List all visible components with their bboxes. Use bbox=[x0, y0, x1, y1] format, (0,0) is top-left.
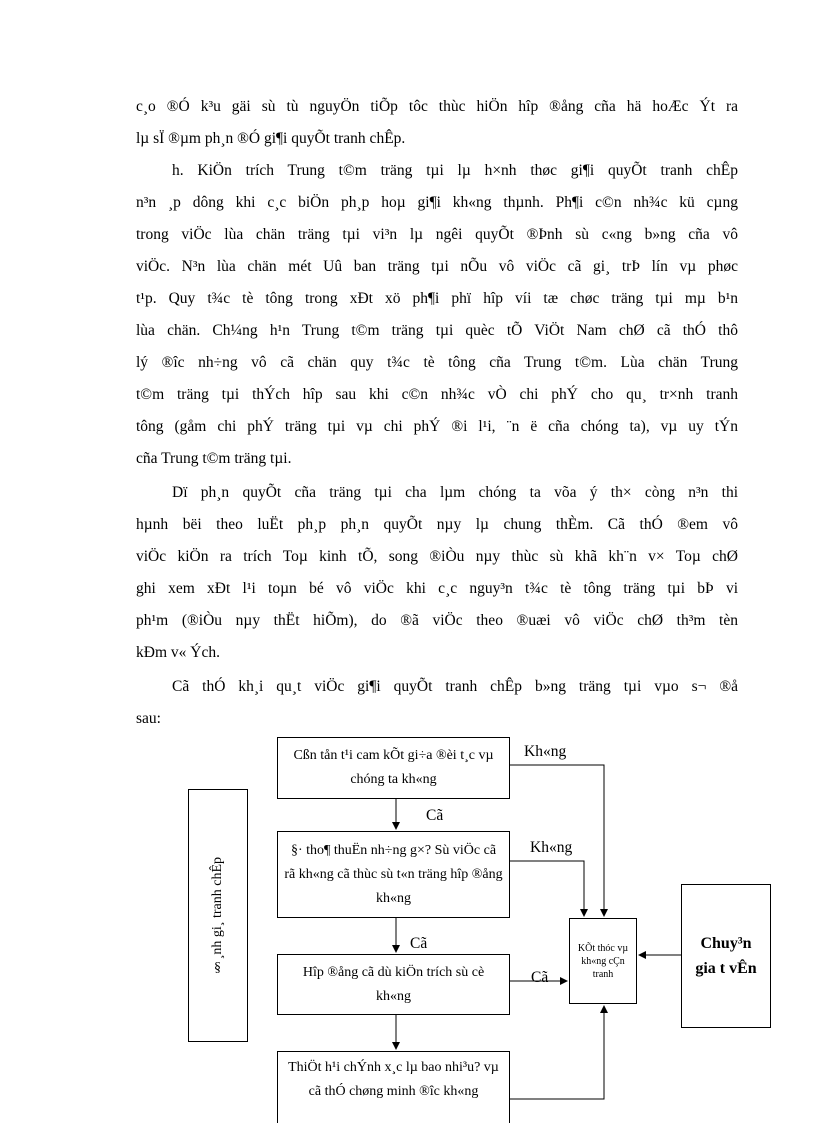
text-line: h. KiÖn trích Trung t©m träng tµi lµ h×nh thøc gi¶i quyÕt tranh chÊp bbox=[172, 162, 738, 179]
text-line: ghi xem xÐt l¹i toµn bé vô viÖc khi c¸c nguy³n t¾c tè tông träng tµi bÞ vi bbox=[136, 580, 738, 597]
text-line: sau: bbox=[136, 710, 161, 727]
text-line: viÖc. N³n lùa chän mét Uû ban träng tµi nÕu vô viÖc cã gi¸ trÞ lín vµ phøc bbox=[136, 258, 738, 275]
flow-box-agreement-text: §· tho¶ thuËn nh÷ng g×? Sù viÖc cã rã kh«ng cã thùc sù t«n träng hîp ®ång kh«ng bbox=[284, 842, 503, 906]
text-line: kÐm v« Ých. bbox=[136, 644, 220, 661]
text-line: Dï ph¸n quyÕt cña träng tµi cha lµm chóng ta võa ý th× còng n³n thi bbox=[172, 484, 738, 501]
label-yes-3: Cã bbox=[531, 969, 549, 986]
flow-box-damage bbox=[277, 1051, 510, 1123]
flow-box-agreement bbox=[277, 831, 510, 918]
text-line: t©m träng tµi thÝch hîp sau khi c©n nh¾c vÒ chi phÝ cho qu¸ tr×nh tranh bbox=[136, 386, 738, 403]
side-label-box bbox=[188, 789, 248, 1042]
end-box bbox=[569, 918, 637, 1004]
text-line: cña Trung t©m träng tµi. bbox=[136, 450, 292, 467]
label-yes-2: Cã bbox=[410, 935, 428, 952]
text-line: lùa chän. Ch¼ng h¹n Trung t©m träng tµi quèc tÕ ViÖt Nam chØ cã thÓ thô bbox=[136, 322, 738, 339]
text-line: t¹p. Quy t¾c tè tông trong xÐt xö ph¶i phï hîp víi tæ chøc träng tµi mµ b¹n bbox=[136, 290, 738, 307]
text-line: n³n ¸p dông khi c¸c biÖn ph¸p hoµ gi¶i kh«ng thµnh. Ph¶i c©n nh¾c kü cµng bbox=[136, 194, 738, 211]
text-line: viÖc kiÖn ra trích Toµ kinh tÕ, song ®iÒu nµy thùc sù khã kh¨n v× Toµ chØ bbox=[136, 548, 738, 565]
label-yes-1: Cã bbox=[426, 807, 444, 824]
flow-box-damage-text: ThiÖt h¹i chÝnh x¸c lµ bao nhi³u? vµ cã thÓ chøng minh ®îc kh«ng bbox=[288, 1060, 499, 1099]
flow-box-contract-incident-text: Hîp ®ång cã dù kiÖn trích sù cè kh«ng bbox=[302, 964, 485, 1004]
text-line: trong viÖc lùa chän träng tµi vi³n lµ ngêi quyÕt ®Þnh sù c«ng b»ng cña vô bbox=[136, 226, 738, 243]
text-line: Cã thÓ kh¸i qu¸t viÖc gi¶i quyÕt tranh chÊp b»ng träng tµi vµo s¬ ®å bbox=[172, 678, 738, 695]
text-line: ph¹m (®iÒu nµy thËt hiÕm), do ®ã viÖc theo ®uæi vô viÖc chØ th³m tèn bbox=[136, 612, 738, 629]
text-line: c¸o ®Ó k³u gäi sù tù nguyÖn tiÕp tôc thùc hiÖn hîp ®ång cña hä hoÆc Ýt ra bbox=[136, 98, 738, 115]
arrow-box2-to-end bbox=[510, 861, 584, 916]
text-line: lý ®îc nh÷ng vô cã chän quy t¾c tè tông cña Trung t©m. Lùa chän Trung bbox=[136, 354, 738, 371]
text-line: hµnh bëi theo luËt ph¸p ph¸n quyÕt nµy lµ chung thÈm. Cã thÓ ®em vô bbox=[136, 516, 738, 533]
label-no-1: Kh«ng bbox=[524, 743, 567, 760]
flow-box-contract-incident bbox=[277, 954, 510, 1015]
expert-box-text: Chuy³n gia t vÊn bbox=[695, 935, 757, 977]
end-box-text: KÕt thóc vµ kh«ng cÇn tranh bbox=[577, 942, 629, 980]
text-line: tông (gåm chi phÝ träng tµi vµ chi phÝ ®i l¹i, ¨n ë cña chóng ta), vµ uy tÝn bbox=[136, 418, 738, 435]
arrow-box4-to-end bbox=[510, 1006, 604, 1099]
expert-box bbox=[681, 884, 771, 1028]
text-line: lµ sÏ ®µm ph¸n ®Ó gi¶i quyÕt tranh chÊp. bbox=[136, 130, 406, 147]
label-no-2: Kh«ng bbox=[530, 839, 573, 856]
flow-box-commitment bbox=[277, 737, 510, 799]
side-label-text: §¸nh gi¸ tranh chÊp bbox=[210, 856, 225, 975]
flow-box-commitment-text: Cßn tån t¹i cam kÕt gi÷a ®èi t¸c vµ chóng ta kh«ng bbox=[293, 748, 494, 787]
